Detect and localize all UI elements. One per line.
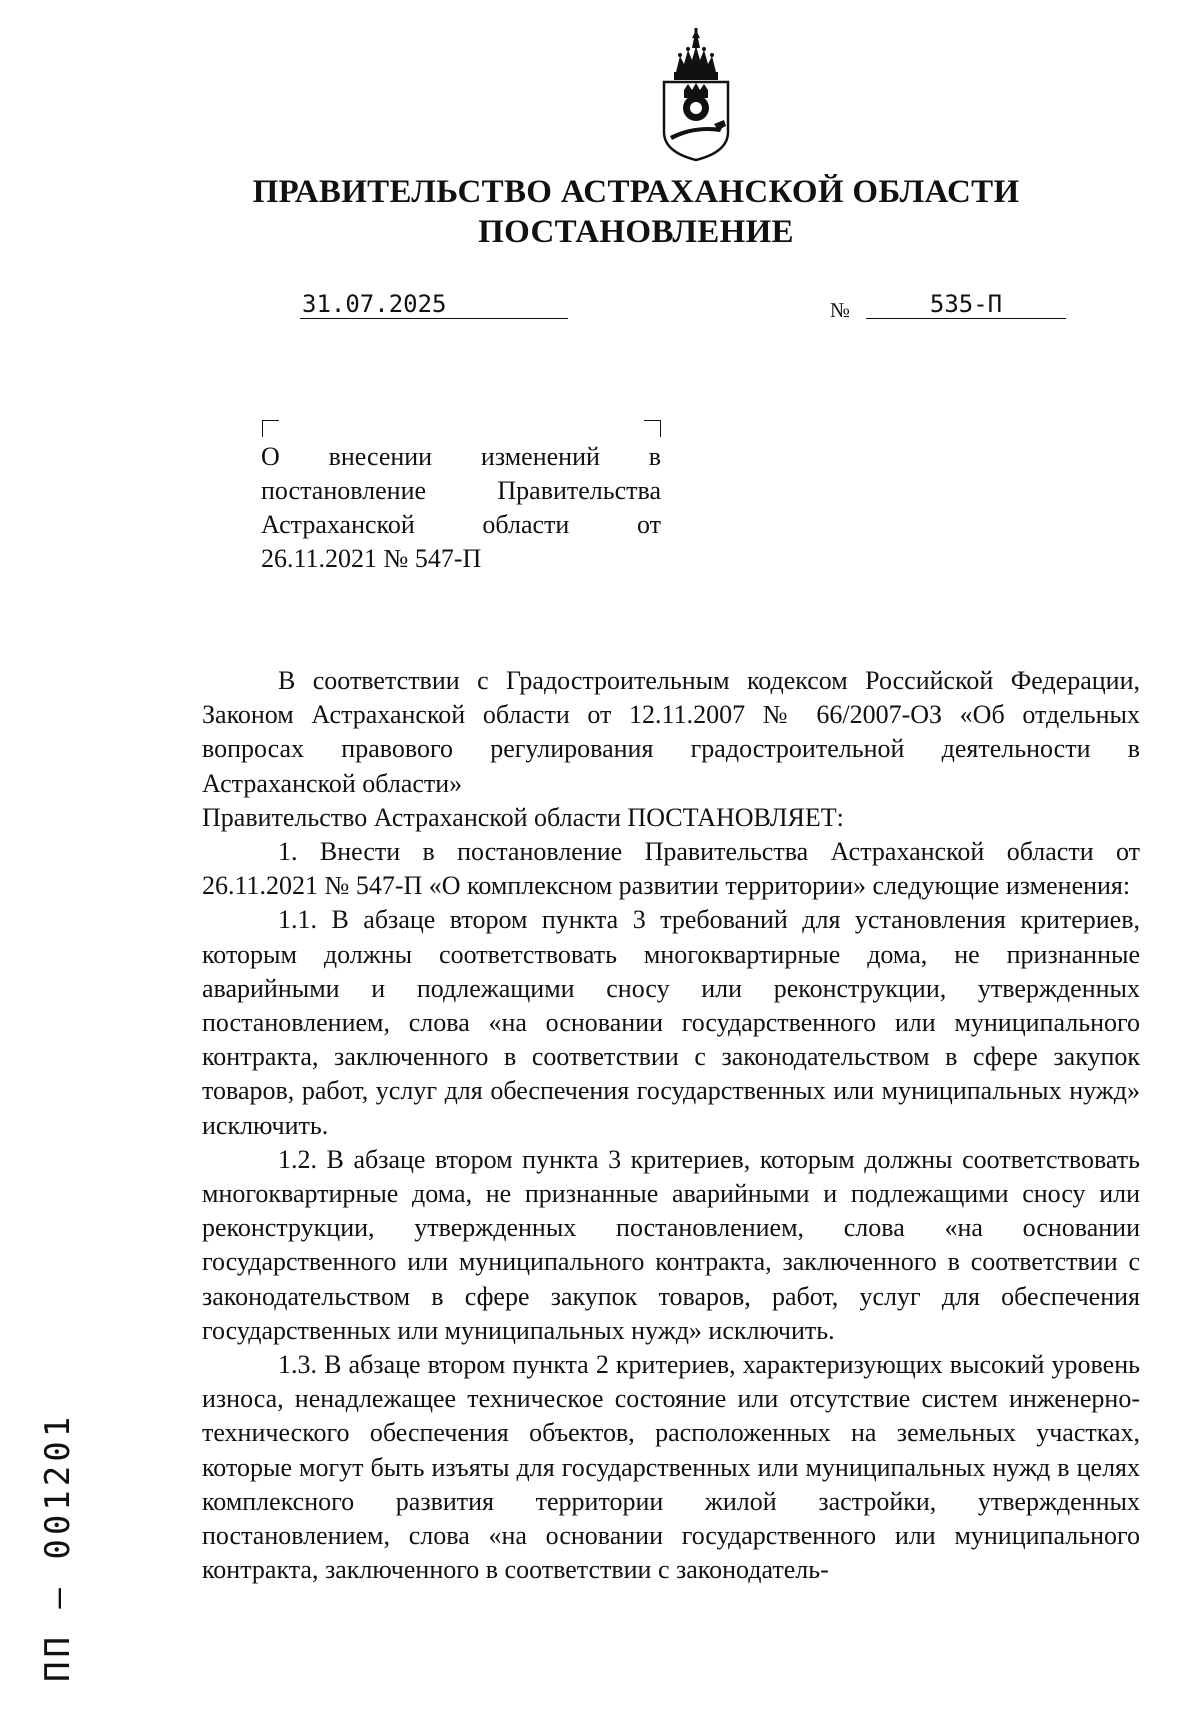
document-date: 31.07.2025: [302, 290, 447, 318]
coat-of-arms-emblem: [654, 28, 738, 164]
preamble-paragraph: В соответствии с Градостроительным кодексом Российской Федерации, Законом Астраханской области от 12.11.2007 № 66/2007-ОЗ «Об отдельных вопросах правового регулирования градостроительной деятельности в Астраханской области»: [202, 666, 1140, 798]
clause-1-3-paragraph: 1.3. В абзаце втором пункта 2 критериев, характеризующих высокий уровень износа, ненадлежащее техническое состояние или отсутствие систем инженерно-технического обеспечения объектов, расположенных на земельных участках, которые могут быть изъяты для государственных или муниципальных нужд в целях комплексного развития территории жилой застройки, утвержденных постановлением, слова «на основании государственного или муниципального контракта, заключенного в соответствии с законодатель-: [202, 1350, 1140, 1585]
document-date-field: [300, 290, 568, 319]
resolution-paragraph: Правительство Астраханской области ПОСТАНОВЛЯЕТ:: [202, 802, 844, 832]
clause-1-2-paragraph: 1.2. В абзаце втором пункта 3 критериев, которым должны соответствовать многоквартирные дома, не признанные аварийными и подлежащими сносу или реконструкции, утвержденных постановлением, слова «на основании государственного или муниципального контракта, заключенного в соответствии с законодательством в сфере закупок товаров, работ, услуг для обеспечения государственных или муниципальных нужд» исключить.: [202, 1144, 1140, 1345]
registration-stamp: ПП – 001201: [38, 1412, 78, 1682]
subject-corner-mark-right: [644, 420, 661, 437]
organization-name: ПРАВИТЕЛЬСТВО АСТРАХАНСКОЙ ОБЛАСТИ: [252, 174, 1020, 210]
clause-1-paragraph: 1. Внести в постановление Правительства Астраханской области от 26.11.2021 № 547-П «О комплексном развитии территории» следующие изменения:: [202, 837, 1140, 901]
document-number: 535-П: [866, 290, 1066, 319]
document-type: ПОСТАНОВЛЕНИЕ: [478, 214, 794, 250]
document-header: [0, 172, 1200, 252]
document-body: [202, 664, 1140, 1587]
subject-corner-mark-left: [262, 420, 279, 437]
document-subject: О внесении изменений в постановление Правительства Астраханской области от 26.11.2021 № 547-П: [261, 442, 661, 573]
number-label: №: [830, 298, 851, 322]
clause-1-1-paragraph: 1.1. В абзаце втором пункта 3 требований для установления критериев, которым должны соответствовать многоквартирные дома, не признанные аварийными и подлежащими сносу или реконструкции, утвержденных постановлением, слова «на основании государственного или муниципального контракта, заключенного в соответствии с законодательством в сфере закупок товаров, работ, услуг для обеспечения государственных или муниципальных нужд» исключить.: [202, 905, 1140, 1140]
